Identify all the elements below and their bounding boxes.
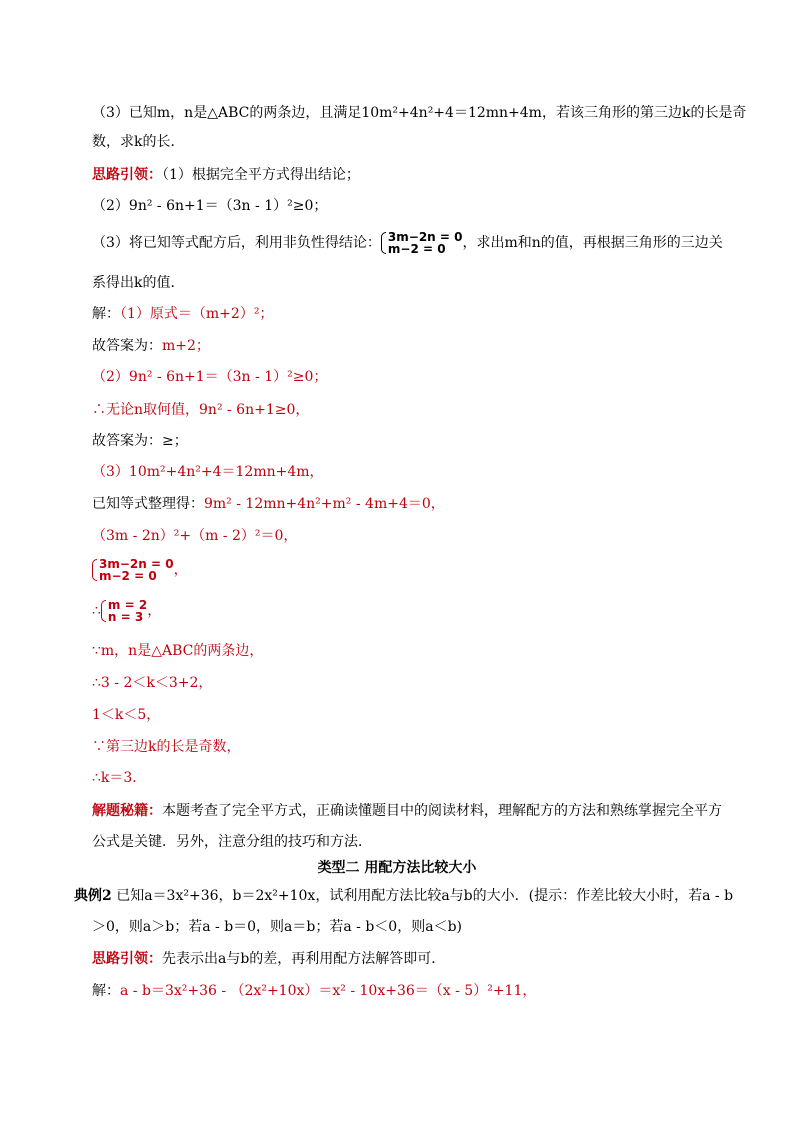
secret-line-2: 公式是关键．另外，注意分组的技巧和方法．	[92, 834, 372, 850]
solution-line-14: ∴k＝3．	[92, 770, 147, 786]
solution-line-3: （2）9n² - 6n+1＝（3n - 1）²≥0；	[92, 369, 328, 385]
secret-label: 解题秘籍：	[92, 803, 162, 819]
hint-label: 思路引领：	[92, 167, 162, 183]
solution-system-1	[92, 555, 188, 585]
equation-system-2	[101, 599, 147, 623]
hint-text-1: （1）根据完全平方式得出结论；	[162, 167, 360, 183]
answer-value: m+2；	[162, 338, 210, 354]
hint-line-3	[92, 228, 723, 258]
sys2-end: ，	[147, 603, 162, 619]
secret-line-1	[92, 801, 722, 821]
example-2-line-2: ＞0，则a＞b；若a - b＝0，则a＝b；若a - b＜0，则a＜b)	[92, 919, 462, 935]
hint-sys-row-1: 3m−2n = 0	[387, 230, 463, 244]
hint-line-4: 系得出k的值．	[92, 275, 185, 291]
solution2-text: a - b＝3x²+36 - （2x²+10x）＝x² - 10x+36＝（x - 5）²+11，	[120, 983, 537, 999]
hint2-label: 思路引领：	[92, 951, 162, 967]
therefore-symbol: ∴	[92, 603, 101, 619]
sys1-row-1: 3m−2n = 0	[99, 557, 174, 571]
solution-line-2	[92, 336, 210, 356]
solution-line-5: 故答案为：≥；	[92, 433, 188, 449]
solution-text-1: （1）原式＝（m+2）²；	[120, 306, 274, 322]
secret-text-1: 本题考查了完全平方式，正确读懂题目中的阅读材料，理解配方的方法和熟练掌握完全平方	[162, 803, 722, 819]
solution2-line	[92, 981, 536, 1001]
solution-system-2	[92, 596, 161, 626]
solution-text-7a: 已知等式整理得：	[92, 496, 204, 512]
solution-line-11: ∴3 - 2＜k＜3+2，	[92, 675, 213, 691]
hint2-text: 先表示出a与b的差，再利用配方法解答即可．	[162, 951, 446, 967]
hint-line-1	[92, 165, 360, 185]
example-2-label: 典例2	[74, 888, 112, 904]
solution-line-6: （3）10m²+4n²+4＝12mn+4m，	[92, 464, 324, 480]
hint-equation-system	[381, 231, 463, 255]
solution2-label: 解：	[92, 983, 120, 999]
hint2-line	[92, 949, 445, 969]
solution-label: 解：	[92, 306, 120, 322]
solution-text-7b: 9m² - 12mn+4n²+m² - 4m+4＝0，	[204, 496, 445, 512]
problem-3-line-2: 数，求k的长．	[92, 134, 185, 150]
solution-line-4: ∴无论n取何值，9n² - 6n+1≥0，	[92, 402, 310, 418]
solution-line-10: ∵m，n是△ABC的两条边，	[92, 643, 264, 659]
example-2-text-1: 已知a＝3x²+36，b＝2x²+10x，试利用配方法比较a与b的大小．(提示：作差比较大小时，若a - b	[116, 888, 734, 904]
solution-line-8: （3m - 2n）²+（m - 2）²＝0，	[92, 528, 298, 544]
solution-line-12: 1＜k＜5，	[92, 707, 161, 723]
hint-text-3-post: ，求出m和n的值，再根据三角形的三边关	[462, 235, 723, 251]
hint-text-3: （3）将已知等式配方后，利用非负性得结论：	[92, 235, 381, 251]
answer-prefix: 故答案为：	[92, 338, 162, 354]
hint-line-2: （2）9n² - 6n+1＝（3n - 1）²≥0；	[92, 198, 328, 214]
sys1-row-2: m−2 = 0	[99, 569, 157, 583]
solution-line-13: ∵第三边k的长是奇数，	[92, 739, 241, 755]
solution-line-7	[92, 494, 445, 514]
equation-system-1	[92, 558, 174, 582]
sys2-row-2: n = 3	[107, 610, 144, 624]
sys1-end: ，	[173, 562, 188, 578]
solution-line-1	[92, 304, 273, 324]
section-title: 类型二 用配方法比较大小	[317, 860, 477, 876]
problem-3-line-1: （3）已知m，n是△ABC的两条边，且满足10m²+4n²+4＝12mn+4m，若该三角形的第三边k的长是奇	[92, 105, 747, 121]
example-2-line-1	[74, 886, 733, 906]
hint-sys-row-2: m−2 = 0	[387, 242, 446, 256]
sys2-row-1: m = 2	[107, 598, 148, 612]
